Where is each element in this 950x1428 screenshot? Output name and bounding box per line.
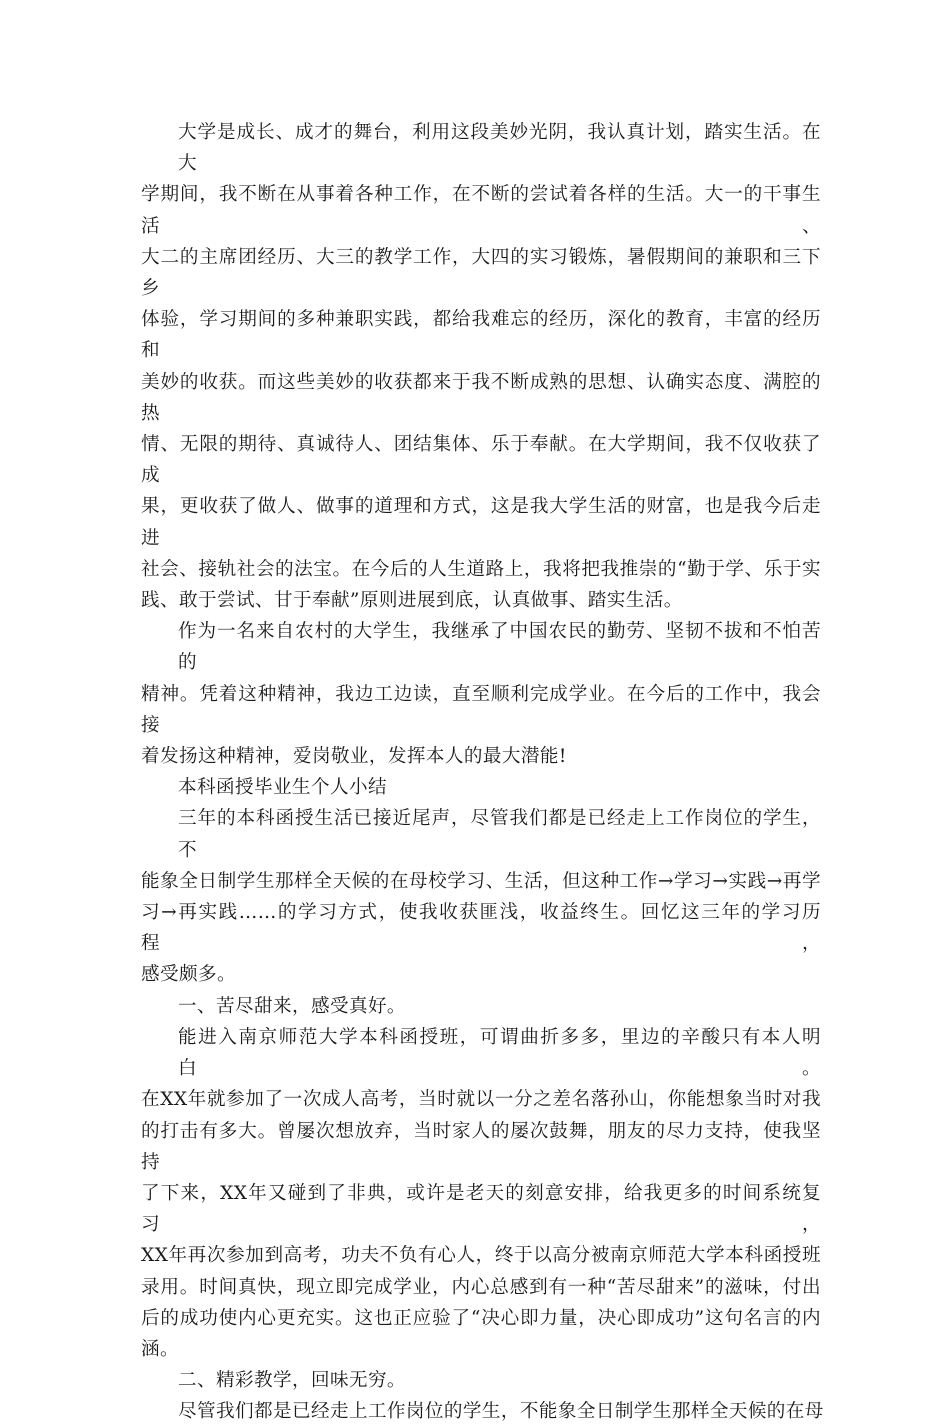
text-line: 本科函授毕业生个人小结	[178, 777, 387, 799]
text-line: 美妙的收获。而这些美妙的收获都来于我不断成熟的思想、认确实态度、满腔的热	[141, 371, 821, 424]
text-line: 果，更收获了做人、做事的道理和方式，这是我大学生活的财富，也是我今后走进	[141, 496, 821, 549]
text-line: 一、苦尽甜来，感受真好。	[178, 995, 406, 1017]
text-line: 社会、接轨社会的法宝。在今后的人生道路上，我将把我推崇的“勤于学、乐于实	[141, 558, 821, 580]
paragraph	[141, 117, 821, 616]
paragraph	[141, 803, 821, 990]
paragraph	[141, 1396, 824, 1427]
text-line: 习→再实践……的学习方式，使我收获匪浅，收益终生。回忆这三年的学习历程，	[141, 902, 821, 955]
text-line: 精神。凭着这种精神，我边工边读，直至顺利完成学业。在今后的工作中，我会接	[141, 683, 821, 736]
text-line: 三年的本科函授生活已接近尾声，尽管我们都是已经走上工作岗位的学生，不	[178, 808, 821, 861]
text-line: 感受颇多。	[141, 964, 236, 986]
text-line: 体验，学习期间的多种兼职实践，都给我难忘的经历，深化的教育，丰富的经历和	[141, 309, 821, 362]
text-line: 在XX年就参加了一次成人高考，当时就以一分之差名落孙山，你能想象当时对我	[141, 1089, 821, 1111]
text-line: 学期间，我不断在从事着各种工作，在不断的尝试着各样的生活。大一的干事生活、	[141, 184, 821, 237]
paragraph	[141, 772, 821, 803]
text-line: 情、无限的期待、真诚待人、团结集体、乐于奉献。在大学期间，我不仅收获了成	[141, 434, 821, 487]
text-line: 尽管我们都是已经走上工作岗位的学生，不能象全日制学生那样全天候的在母	[178, 1401, 824, 1423]
text-line: 能进入南京师范大学本科函授班，可谓曲折多多，里边的辛酸只有本人明白。	[178, 1026, 821, 1080]
text-line: 了下来，XX年又碰到了非典，或许是老天的刻意安排，给我更多的时间系统复习，	[141, 1182, 821, 1236]
text-line: 大二的主席团经历、大三的教学工作，大四的实习锻炼，暑假期间的兼职和三下乡	[141, 246, 821, 300]
paragraph	[141, 1365, 821, 1396]
paragraph	[141, 1022, 821, 1365]
text-line: 着发扬这种精神，爱岗敬业，发挥本人的最大潜能!	[141, 746, 567, 768]
document-body	[141, 117, 824, 1428]
paragraph	[141, 616, 821, 772]
text-line: 后的成功使内心更充实。这也正应验了“决心即力量，决心即成功”这句名言的内	[141, 1307, 821, 1329]
text-line: XX年再次参加到高考，功夫不负有心人，终于以高分被南京师范大学本科函授班	[141, 1245, 821, 1267]
text-line: 大学是成长、成才的舞台，利用这段美妙光阴，我认真计划，踏实生活。在大	[178, 122, 821, 175]
paragraph	[141, 991, 821, 1022]
text-line: 能象全日制学生那样全天候的在母校学习、生活，但这种工作→学习→实践→再学	[141, 870, 821, 892]
text-line: 作为一名来自农村的大学生，我继承了中国农民的勤劳、坚韧不拔和不怕苦的	[178, 621, 821, 674]
text-line: 涵。	[141, 1338, 179, 1360]
text-line: 践、敢于尝试、甘于奉献”原则进展到底，认真做事、踏实生活。	[141, 590, 683, 612]
text-line: 的打击有多大。曾屡次想放弃，当时家人的屡次鼓舞，朋友的尽力支持，使我坚持	[141, 1120, 821, 1173]
text-line: 录用。时间真快，现立即完成学业，内心总感到有一种“苦尽甜来”的滋味，付出	[141, 1276, 821, 1298]
text-line: 二、精彩教学，回味无穷。	[178, 1370, 406, 1392]
